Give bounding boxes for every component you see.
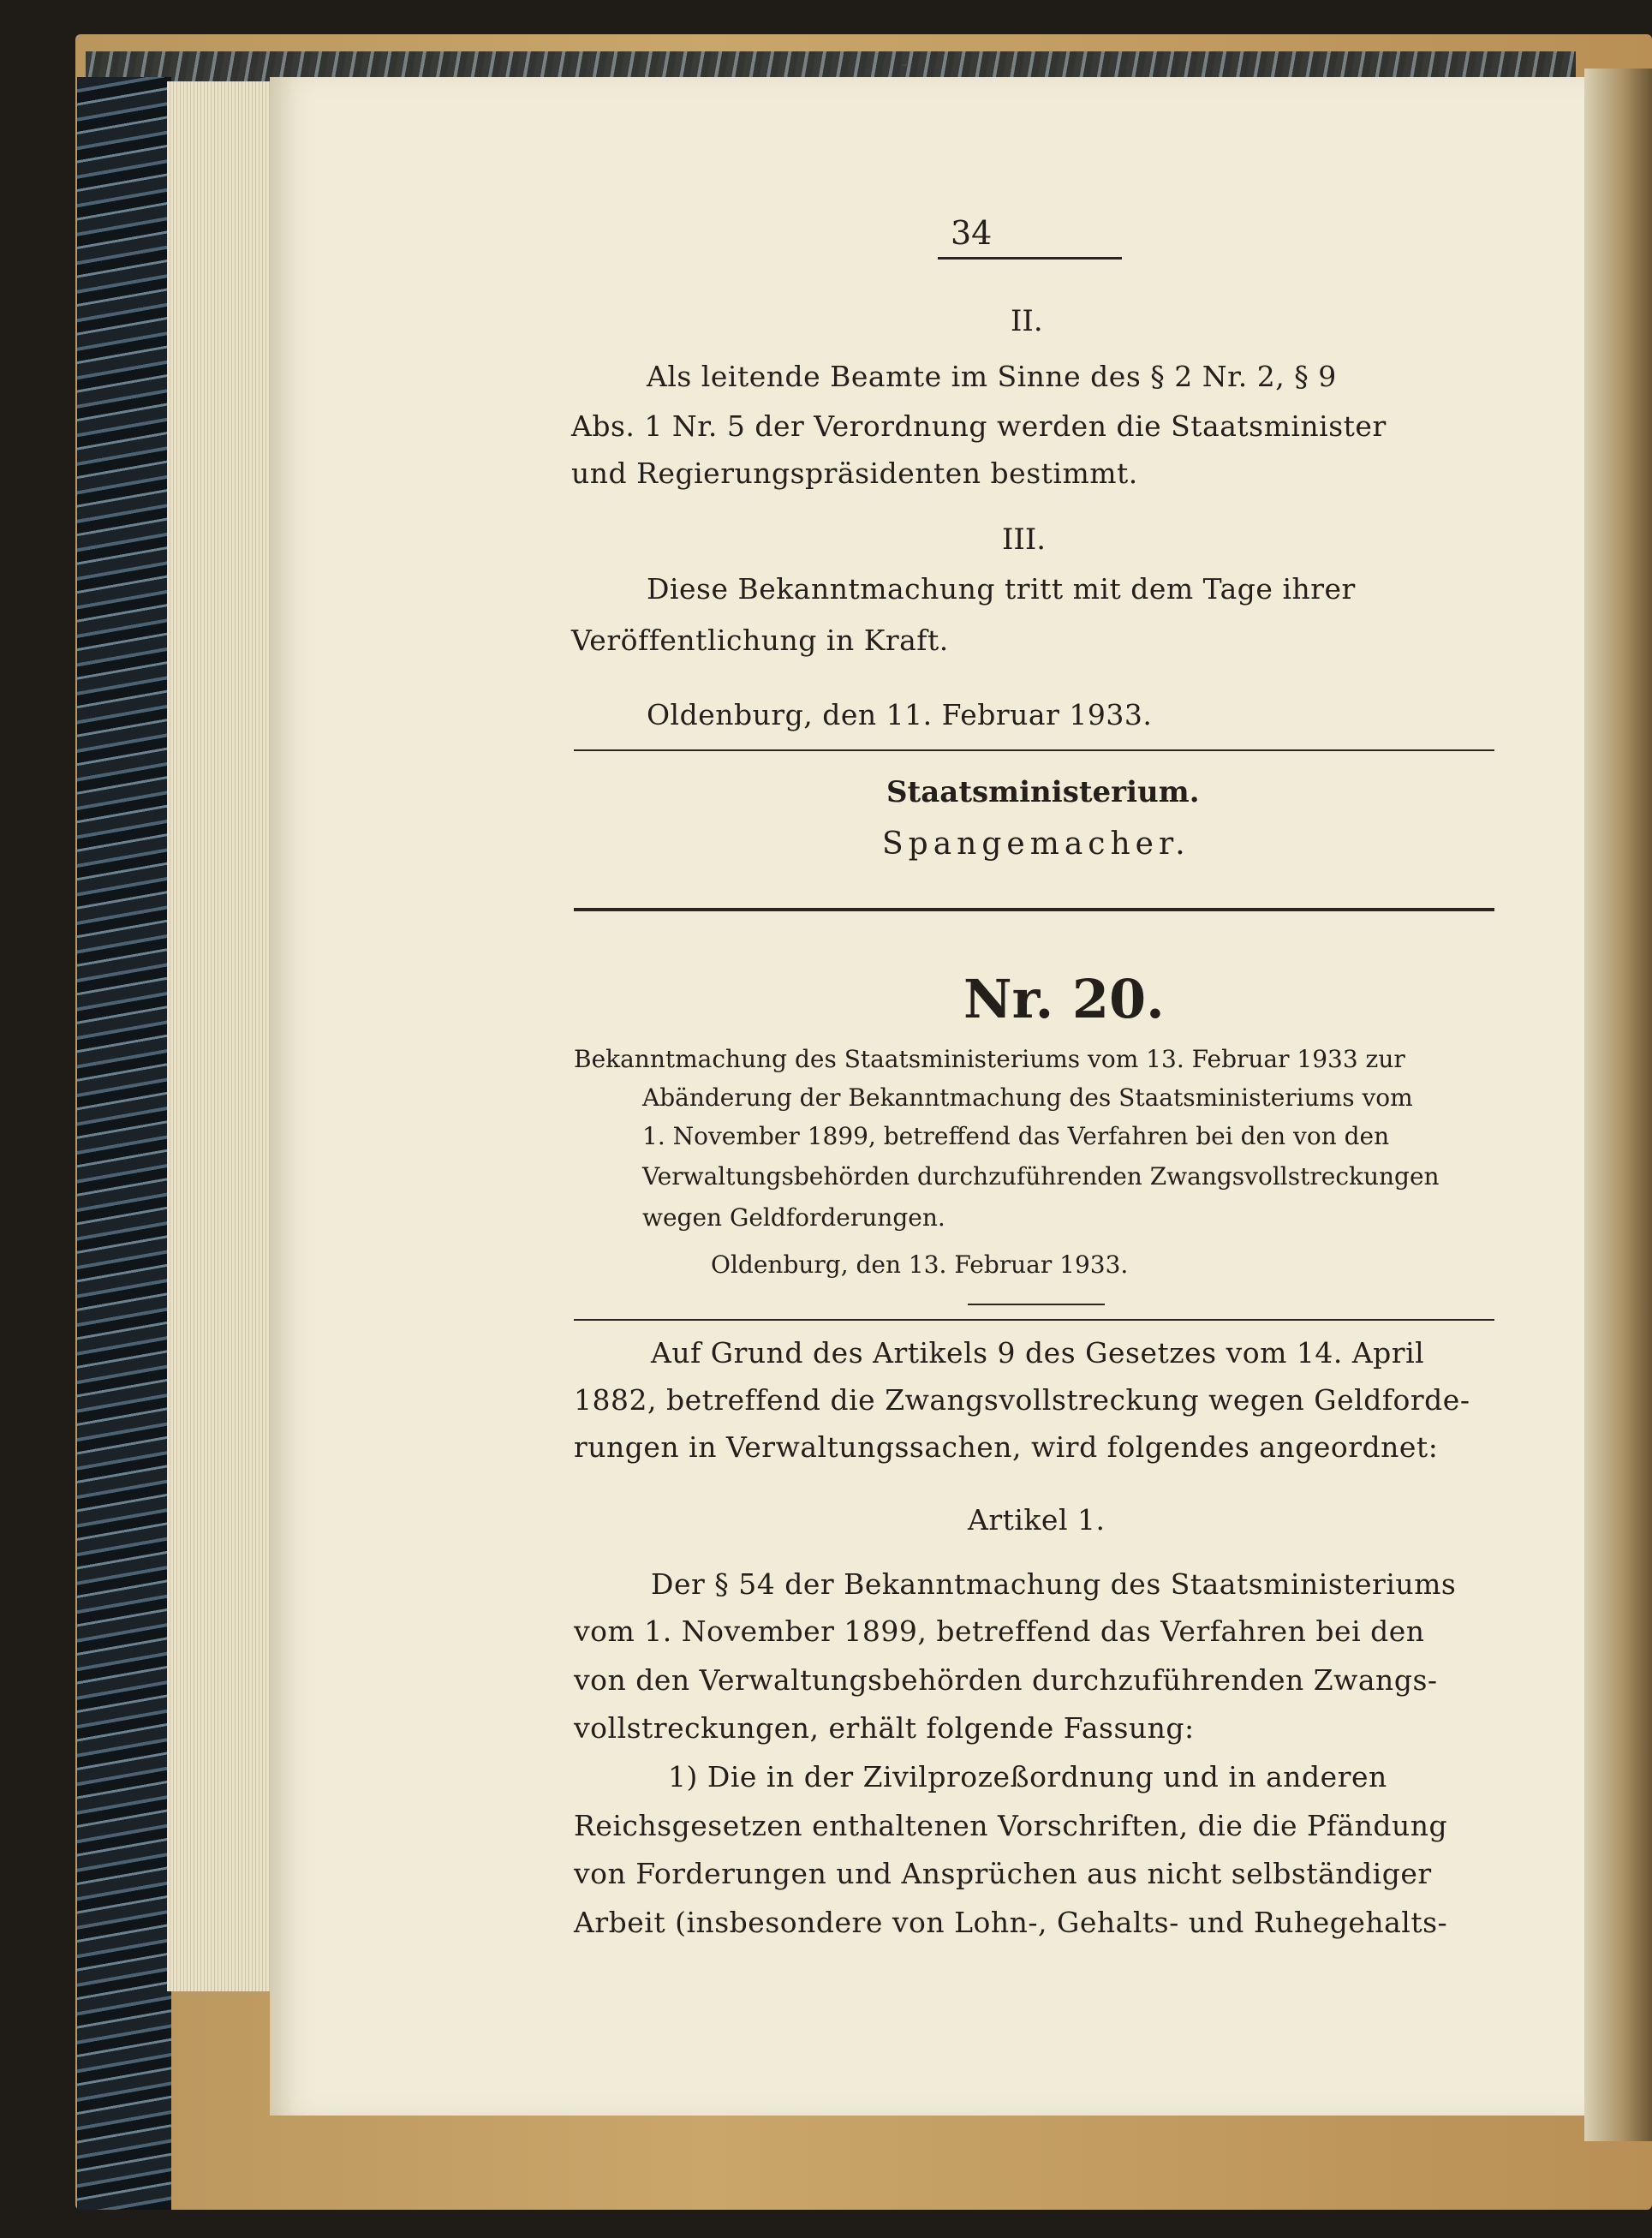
signature-name: Spangemacher. [882,827,1190,862]
nr20-summary-line-3: 1. November 1899, betreffend das Verfahren bei den von den [642,1122,1390,1150]
preamble-line-1: Auf Grund des Artikels 9 des Gesetzes vom 14. April [651,1336,1425,1370]
artikel-1-line-8: Arbeit (insbesondere von Lohn-, Gehalts- und Ruhegehalts- [574,1906,1448,1939]
nr20-summary-line-2: Abänderung der Bekanntmachung des Staatsministeriums vom [642,1083,1413,1112]
nr20-summary-line-5: wegen Geldforderungen. [642,1203,945,1232]
section-ii-line-1: Als leitende Beamte im Sinne des § 2 Nr. 2, § 9 [647,360,1337,393]
artikel-1-heading: Artikel 1. [968,1503,1106,1537]
page-edges [167,81,278,1991]
section-ii-line-2: Abs. 1 Nr. 5 der Verordnung werden die Staatsminister [571,409,1387,443]
preamble-line-3: rungen in Verwaltungssachen, wird folgendes angeordnet: [574,1430,1439,1464]
nr20-summary-line-4: Verwaltungsbehörden durchzuführenden Zwangsvollstreckungen [642,1162,1440,1191]
section-ii-line-3: und Regierungspräsidenten bestimmt. [571,457,1138,490]
section-ii-heading: II. [1011,304,1043,338]
artikel-1-line-5: 1) Die in der Zivilprozeßordnung und in anderen [668,1760,1387,1793]
artikel-1-line-3: von den Verwaltungsbehörden durchzuführenden Zwangs- [574,1663,1438,1697]
artikel-1-line-7: von Forderungen und Ansprüchen aus nicht selbständiger [574,1857,1432,1890]
artikel-1-line-2: vom 1. November 1899, betreffend das Verfahren bei den [574,1614,1425,1648]
separator-thick [574,908,1494,911]
section-iii-line-2: Veröffentlichung in Kraft. [571,624,949,657]
section-iii-line-1: Diese Bekanntmachung tritt mit dem Tage ihrer [647,572,1356,606]
separator-thin [574,749,1494,751]
marbled-endpaper-left [77,77,171,2210]
page-number: 34 [951,214,993,252]
signature-ministry: Staatsministerium. [886,775,1200,809]
separator-short [968,1304,1105,1305]
separator-long [574,1319,1494,1321]
nr20-title: Nr. 20. [963,968,1165,1030]
section-iii-heading: III. [1002,522,1047,557]
artikel-1-line-4: vollstreckungen, erhält folgende Fassung: [574,1711,1195,1745]
artikel-1-line-6: Reichsgesetzen enthaltenen Vorschriften, die die Pfändung [574,1809,1448,1842]
place-date-1: Oldenburg, den 11. Februar 1933. [647,698,1153,731]
page-gutter-shadow [1584,69,1652,2141]
nr20-summary-line-1: Bekanntmachung des Staatsministeriums vom 13. Februar 1933 zur [574,1045,1405,1073]
page-number-rule [938,257,1122,260]
nr20-place-date: Oldenburg, den 13. Februar 1933. [711,1250,1129,1279]
preamble-line-2: 1882, betreffend die Zwangsvollstreckung wegen Geldforde- [574,1383,1470,1417]
artikel-1-line-1: Der § 54 der Bekanntmachung des Staatsministeriums [651,1567,1457,1601]
